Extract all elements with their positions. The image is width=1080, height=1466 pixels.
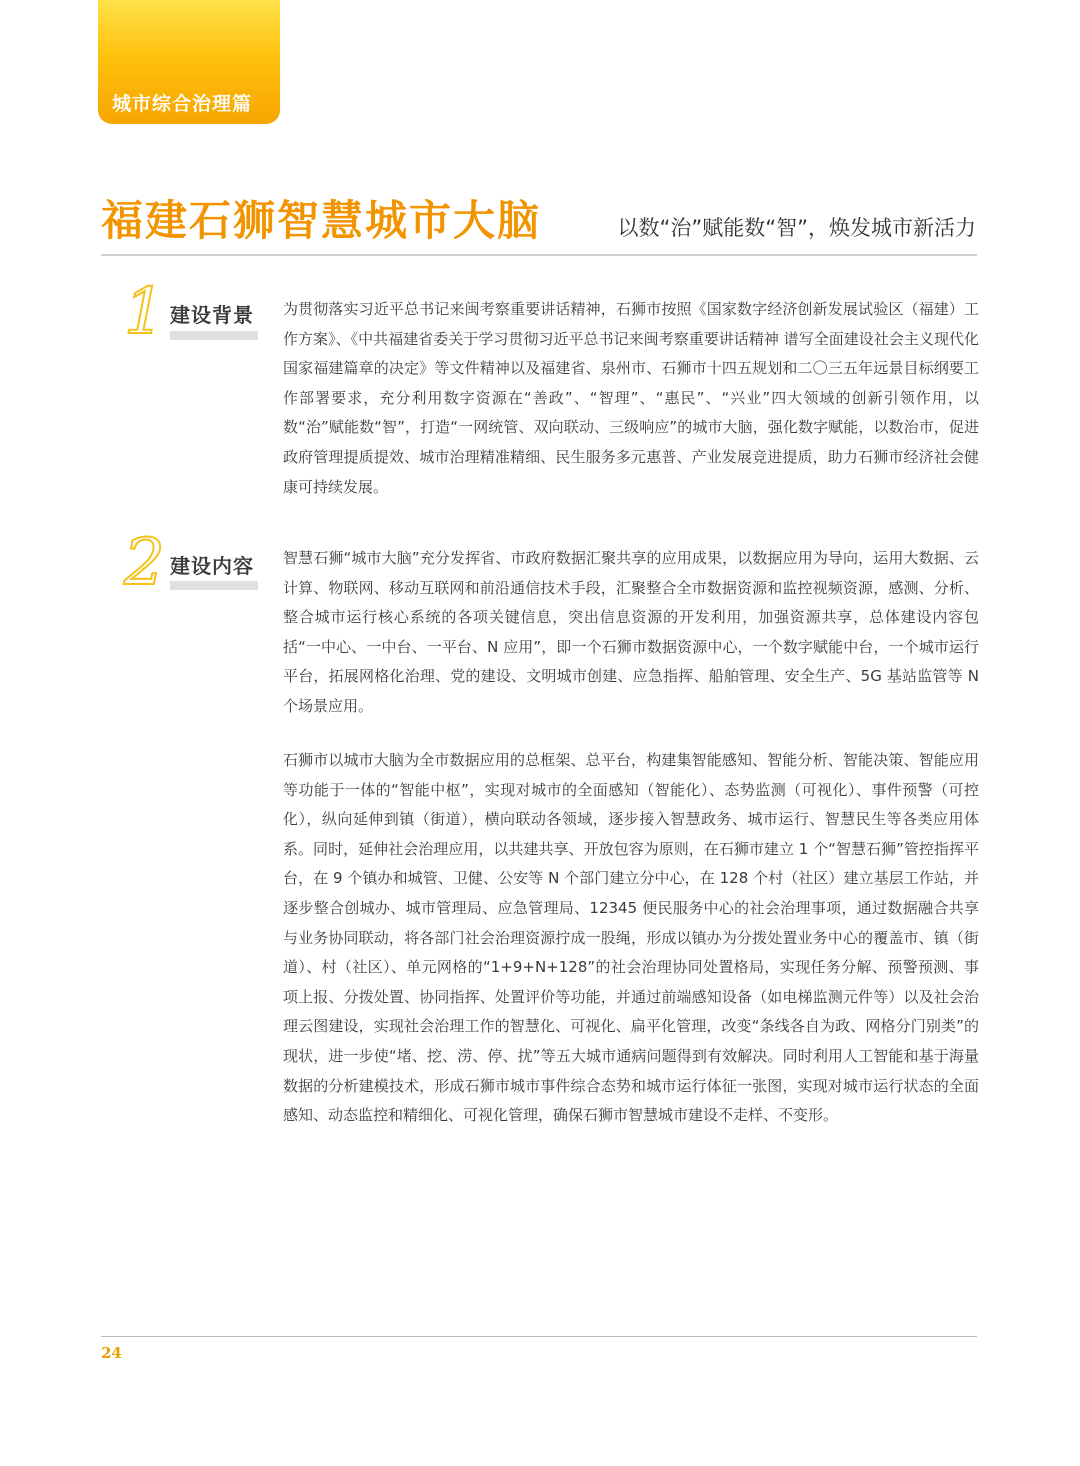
section-tab-label: 城市综合治理篇: [112, 93, 253, 115]
section-2-number: 2: [124, 526, 165, 600]
page-subtitle: 以数“治”赋能数“智”，焕发城市新活力: [617, 216, 976, 240]
section-1-heading-bar: [170, 331, 258, 340]
section-1-number: 1: [124, 275, 165, 349]
section-2-paragraph-2: 石狮市以城市大脑为全市数据应用的总框架、总平台，构建集智能感知、智能分析、智能决策、智能应用等功能于一体的“智能中枢”，实现对城市的全面感知（智能化）、态势监测（可视化）、事件预警（可控化），纵向延伸到镇（街道），横向联动各领域，逐步接入智慧政务、城市运行、智慧民生等各类应用体系。同时，延伸社会治理应用，以共建共享、开放包容为原则，在石狮市建立 1 个“智慧石狮”管控指挥平台，在 9 个镇办和城管、卫健、公安等 N 个部门建立分中心，在 128 个村（社区）建立基层工作站，并逐步整合创城办、城市管理局、应急管理局、12345 便民服务中心的社会治理事项，通过数据融合共享与业务协同联动，将各部门社会治理资源拧成一股绳，形成以镇办为分拨处置业务中心的覆盖市、镇（街道）、村（社区）、单元网格的“1+9+N+128”的社会治理协同处置格局，实现任务分解、预警预测、事项上报、分拨处置、协同指挥、处置评价等功能，并通过前端感知设备（如电梯监测元件等）以及社会治理云图建设，实现社会治理工作的智慧化、可视化、扁平化管理，改变“条线各自为政、网格分门别类”的现状，进一步使“堵、挖、涝、停、扰”等五大城市通病问题得到有效解决。同时利用人工智能和基于海量数据的分析建模技术，形成石狮市城市事件综合态势和城市运行体征一张图，实现对城市运行状态的全面感知、动态监控和精细化、可视化管理，确保石狮市智慧城市建设不走样、不变形。: [283, 751, 979, 1125]
section-2-heading-bar: [170, 581, 258, 590]
footer-divider: [101, 1336, 977, 1337]
page-title: 福建石狮智慧城市大脑: [101, 196, 542, 245]
section-tab: [98, 0, 280, 124]
section-1-paragraph-1: 为贯彻落实习近平总书记来闽考察重要讲话精神，石狮市按照《国家数字经济创新发展试验区（福建）工作方案》、《中共福建省委关于学习贯彻习近平总书记来闽考察重要讲话精神 谱写全面建设社会主义现代化国家福建篇章的决定》等文件精神以及福建省、泉州市、石狮市十四五规划和二〇三五年远景目标纲要工作部署要求，充分利用数字资源在“善政”、“智理”、“惠民”、“兴业”四大领域的创新引领作用，以数“治”赋能数“智”，打造“一网统管、双向联动、三级响应”的城市大脑，强化数字赋能，以数治市，促进政府管理提质提效、城市治理精准精细、民生服务多元惠普、产业发展竞进提质，助力石狮市经济社会健康可持续发展。: [283, 300, 979, 496]
section-2-paragraph-1: 智慧石狮“城市大脑”充分发挥省、市政府数据汇聚共享的应用成果，以数据应用为导向，运用大数据、云计算、物联网、移动互联网和前沿通信技术手段，汇聚整合全市数据资源和监控视频资源，感测、分析、整合城市运行核心系统的各项关键信息，突出信息资源的开发利用，加强资源共享，总体建设内容包括“一中心、一中台、一平台、N 应用”，即一个石狮市数据资源中心，一个数字赋能中台，一个城市运行平台，拓展网格化治理、党的建设、文明城市创建、应急指挥、船舶管理、安全生产、5G 基站监管等 N 个场景应用。: [283, 549, 979, 715]
section-1-heading: 建设背景: [170, 303, 254, 327]
page-number: 24: [101, 1344, 122, 1362]
title-divider: [101, 254, 977, 256]
section-2-heading: 建设内容: [170, 554, 254, 578]
